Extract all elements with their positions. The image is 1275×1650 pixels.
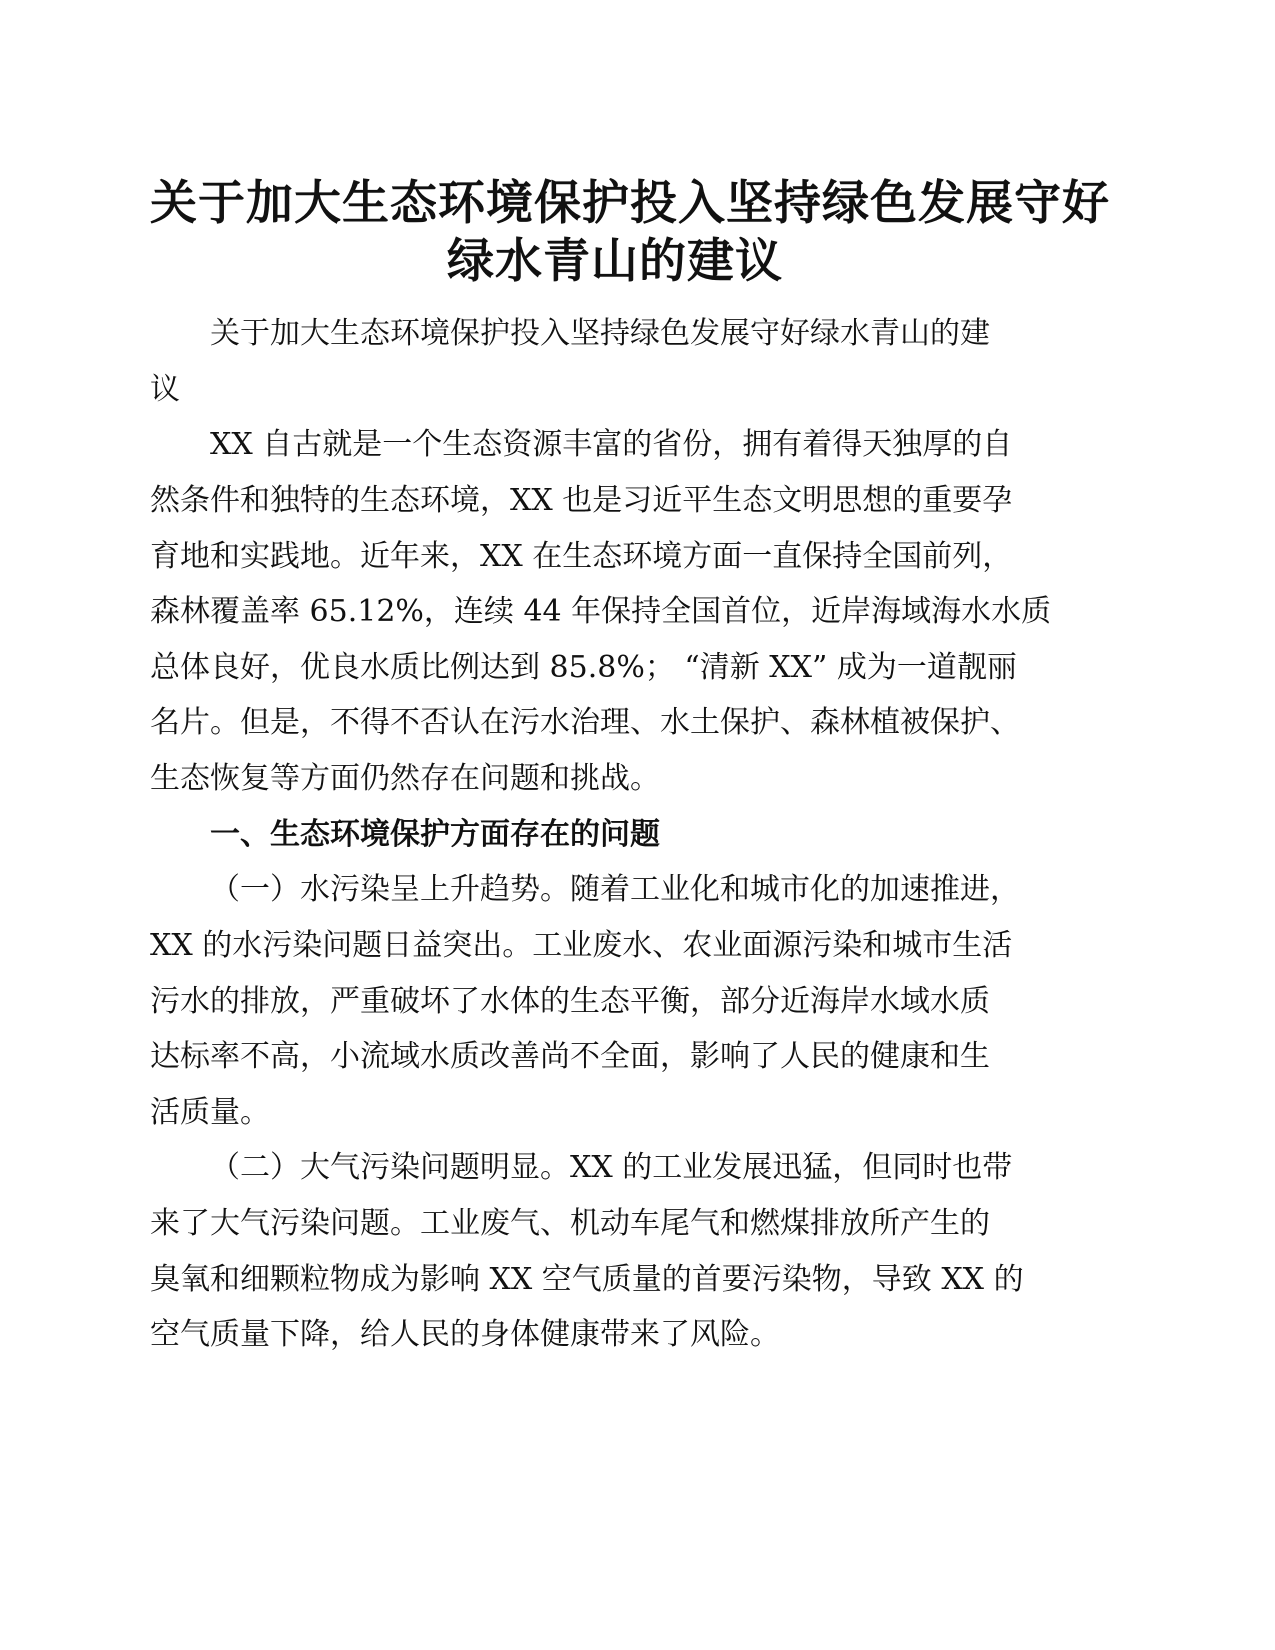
body-line-2: 议	[150, 372, 180, 407]
body-line-19: 空气质量下降，给人民的身体健康带来了风险。	[150, 1317, 780, 1352]
body-line-17: 来了大气污染问题。工业废气、机动车尾气和燃煤排放所产生的	[150, 1206, 990, 1241]
body-line-8: 名片。但是，不得不否认在污水治理、水土保护、森林植被保护、	[150, 705, 1020, 740]
body-line-7: 总体良好，优良水质比例达到 85.8%； “清新 XX” 成为一道靓丽	[150, 650, 1017, 685]
body-line-6: 森林覆盖率 65.12%，连续 44 年保持全国首位，近岸海域海水水质	[150, 594, 1052, 629]
body-line-9: 生态恢复等方面仍然存在问题和挑战。	[150, 761, 660, 796]
body-line-11: （一）水污染呈上升趋势。随着工业化和城市化的加速推进，	[210, 872, 1020, 907]
body-line-5: 育地和实践地。近年来，XX 在生态环境方面一直保持全国前列，	[150, 539, 1013, 574]
body-line-13: 污水的排放，严重破坏了水体的生态平衡，部分近海岸水域水质	[150, 984, 990, 1019]
body-line-15: 活质量。	[150, 1095, 270, 1130]
body-line-12: XX 的水污染问题日益突出。工业废水、农业面源污染和城市生活	[150, 928, 1013, 963]
body-line-3: XX 自古就是一个生态资源丰富的省份，拥有着得天独厚的自	[210, 427, 1013, 462]
document-title-line-1: 关于加大生态环境保护投入坚持绿色发展守好	[150, 176, 1110, 231]
body-line-14: 达标率不高，小流域水质改善尚不全面，影响了人民的健康和生	[150, 1039, 990, 1074]
body-line-16: （二）大气污染问题明显。XX 的工业发展迅猛，但同时也带	[210, 1150, 1013, 1185]
body-line-4: 然条件和独特的生态环境，XX 也是习近平生态文明思想的重要孕	[150, 483, 1013, 518]
body-line-1: 关于加大生态环境保护投入坚持绿色发展守好绿水青山的建	[210, 316, 990, 351]
section-heading-1: 一、生态环境保护方面存在的问题	[210, 817, 660, 852]
body-line-18: 臭氧和细颗粒物成为影响 XX 空气质量的首要污染物，导致 XX 的	[150, 1262, 1024, 1297]
document-title-line-2: 绿水青山的建议	[447, 234, 783, 289]
